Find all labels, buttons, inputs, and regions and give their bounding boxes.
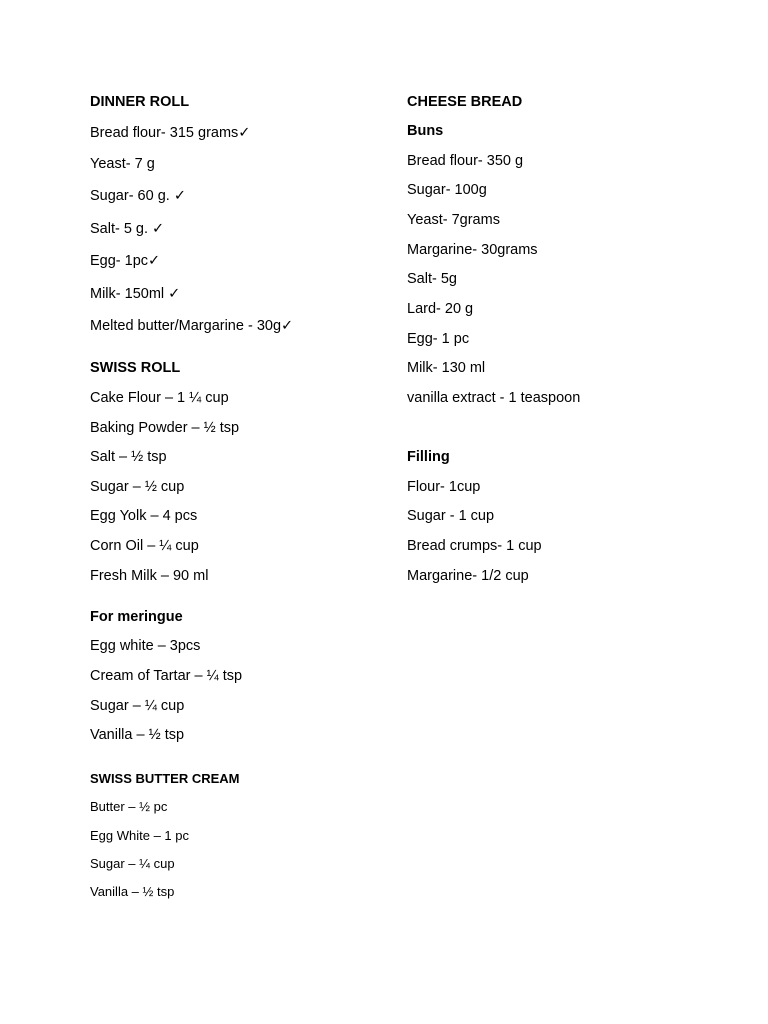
list-item: Margarine- 1/2 cup: [407, 568, 529, 584]
list-item: Fresh Milk – 90 ml: [90, 568, 209, 584]
list-item: Bread flour- 315 grams✓: [90, 125, 251, 141]
list-item: Egg Yolk – 4 pcs: [90, 508, 198, 524]
list-item: Egg- 1 pc: [407, 331, 470, 347]
list-item: Corn Oil – ¼ cup: [90, 538, 199, 554]
list-item: Milk- 150ml ✓: [90, 286, 181, 302]
swiss-roll-heading: SWISS ROLL: [90, 360, 181, 376]
list-item: Sugar – ½ cup: [90, 479, 185, 495]
list-item: Salt- 5 g. ✓: [90, 221, 165, 237]
list-item: Vanilla – ½ tsp: [90, 727, 185, 743]
list-item: Yeast- 7 g: [90, 156, 155, 172]
list-item: Sugar- 100g: [407, 182, 487, 198]
list-item: Salt – ½ tsp: [90, 449, 167, 465]
list-item: Sugar- 60 g. ✓: [90, 188, 186, 204]
list-item: Lard- 20 g: [407, 301, 474, 317]
list-item: Melted butter/Margarine - 30g✓: [90, 318, 294, 334]
cheese-bread-heading: CHEESE BREAD: [407, 94, 523, 110]
list-item: vanilla extract - 1 teaspoon: [407, 390, 581, 406]
list-item: Egg white – 3pcs: [90, 638, 201, 654]
list-item: Cake Flour – 1 ¼ cup: [90, 390, 229, 406]
list-item: Bread crumps- 1 cup: [407, 538, 542, 554]
list-item: Butter – ½ pc: [90, 799, 168, 814]
list-item: Egg- 1pc✓: [90, 253, 161, 269]
buns-heading: Buns: [407, 123, 444, 139]
butter-cream-heading: SWISS BUTTER CREAM: [90, 771, 240, 786]
list-item: Milk- 130 ml: [407, 360, 486, 376]
list-item: Yeast- 7grams: [407, 212, 500, 228]
list-item: Bread flour- 350 g: [407, 153, 524, 169]
list-item: Sugar - 1 cup: [407, 508, 495, 524]
meringue-heading: For meringue: [90, 609, 183, 625]
list-item: Cream of Tartar – ¼ tsp: [90, 668, 243, 684]
list-item: Egg White – 1 pc: [90, 828, 189, 843]
list-item: Sugar – ¼ cup: [90, 856, 175, 871]
list-item: Margarine- 30grams: [407, 242, 538, 258]
list-item: Flour- 1cup: [407, 479, 481, 495]
list-item: Sugar – ¼ cup: [90, 698, 185, 714]
list-item: Salt- 5g: [407, 271, 457, 287]
dinner-roll-heading: DINNER ROLL: [90, 94, 190, 110]
list-item: Vanilla – ½ tsp: [90, 884, 175, 899]
filling-heading: Filling: [407, 449, 450, 465]
list-item: Baking Powder – ½ tsp: [90, 420, 240, 436]
